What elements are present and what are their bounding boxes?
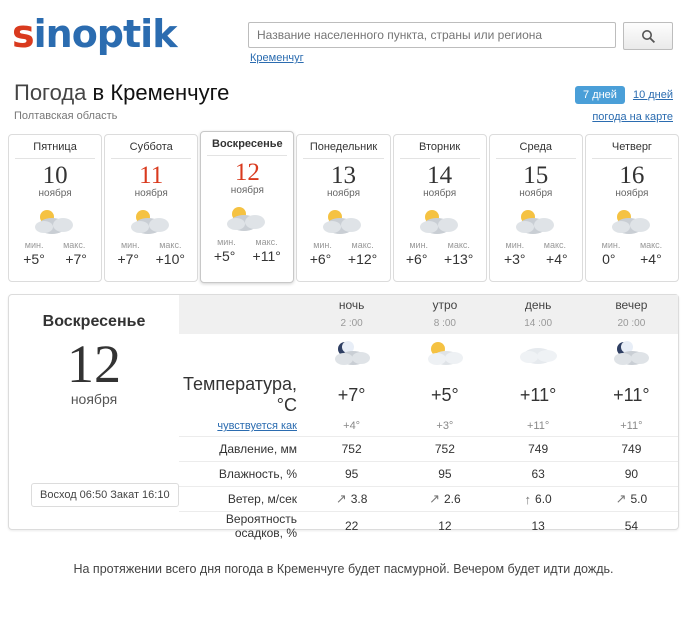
day-3-max: +12° (347, 251, 378, 267)
humidity-label: Влажность, % (179, 462, 305, 487)
period-0-feels: +4° (343, 420, 361, 432)
day-2-minmax-values (201, 248, 293, 264)
day-5-max: +4° (546, 251, 568, 267)
day-3-number: 13 (330, 162, 356, 189)
day-4-min: +6° (405, 251, 428, 267)
wind-direction-icon: ↗ (335, 491, 347, 506)
period-0-wind-cell (305, 487, 398, 512)
day-3-minmax-values (297, 251, 389, 267)
logo-text-rest: inoptik (33, 12, 177, 56)
period-3-time: 20 :00 (585, 315, 678, 334)
search-button[interactable] (623, 22, 673, 50)
period-0-name: ночь (305, 295, 398, 315)
day-5-month: ноября (519, 188, 553, 199)
period-3-wind (616, 491, 648, 507)
forecast-range-tabs (575, 86, 673, 123)
period-1-pressure: 752 (398, 437, 491, 462)
page-title-city: в Кременчуге (92, 80, 230, 105)
wind-direction-icon: ↗ (615, 491, 627, 506)
detail-table-block (179, 295, 678, 540)
day-1-minmax-labels (105, 240, 197, 250)
day-card-3[interactable] (296, 134, 390, 282)
period-3-icon-cell (585, 334, 678, 374)
tab-7-days[interactable]: 7 дней (575, 86, 625, 104)
period-icon-spacer (179, 334, 305, 374)
period-3-pressure: 749 (585, 437, 678, 462)
wind-row (179, 487, 678, 512)
logo-letter-s: s (12, 12, 34, 56)
period-header-row (179, 295, 678, 315)
day-2-weather-icon (201, 201, 293, 235)
site-header (0, 0, 687, 72)
humidity-row (179, 462, 678, 487)
period-0-precip: 22 (305, 512, 398, 541)
day-4-dow: Вторник (400, 141, 480, 159)
period-0-wind (336, 491, 368, 507)
period-time-spacer (179, 315, 305, 334)
day-3-min: +6° (309, 251, 332, 267)
day-6-month: ноября (615, 188, 649, 199)
day-5-dow: Среда (496, 141, 576, 159)
detail-month: ноября (70, 391, 118, 407)
day-2-number: 12 (234, 159, 260, 186)
day-6-max: +4° (640, 251, 662, 267)
wind-direction-icon: ↗ (429, 491, 440, 506)
detail-date-block (9, 295, 179, 529)
day-3-minmax-labels (297, 240, 389, 250)
period-0-time: 2 :00 (305, 315, 398, 334)
period-2-feels: +11° (527, 420, 550, 432)
day-2-minmax-labels (201, 237, 293, 247)
day-4-weather-icon (394, 204, 486, 238)
pressure-row (179, 437, 678, 462)
region-label: Полтавская область (14, 110, 118, 122)
day-3-weather-icon (297, 204, 389, 238)
day-4-min-label: мин. (409, 240, 429, 250)
day-1-number: 11 (139, 162, 164, 189)
search-area (248, 22, 673, 50)
day-card-0[interactable] (8, 134, 102, 282)
day-5-min-label: мин. (505, 240, 525, 250)
period-3-wind-cell (585, 487, 678, 512)
period-2-wind (525, 492, 552, 507)
night-cloud-icon (329, 338, 375, 368)
period-1-wind (429, 491, 461, 507)
summary-area (0, 530, 687, 596)
period-1-feels: +3° (436, 420, 454, 432)
period-1-precip: 12 (398, 512, 491, 541)
current-city-link[interactable]: Кременчуг (250, 52, 304, 64)
pressure-label: Давление, мм (179, 437, 305, 462)
day-6-min: 0° (602, 251, 616, 267)
day-1-month: ноября (134, 188, 168, 199)
period-3-name: вечер (585, 295, 678, 315)
day-card-5[interactable] (489, 134, 583, 282)
period-1-time: 8 :00 (398, 315, 491, 334)
day-2-month: ноября (230, 185, 264, 196)
day-1-max: +10° (155, 251, 185, 267)
day-6-min-label: мин. (601, 240, 621, 250)
detail-day-number: 12 (67, 334, 121, 394)
day-0-weather-icon (9, 204, 101, 238)
day-card-2[interactable] (200, 131, 294, 283)
period-2-pressure: 749 (492, 437, 585, 462)
period-3-feels: +11° (620, 420, 643, 432)
period-2-wind-cell (492, 487, 585, 512)
temperature-label: Температура, °C (182, 374, 297, 415)
period-2-humidity: 63 (492, 462, 585, 487)
sunrise-sunset-box: Восход 06:50 Закат 16:10 (31, 483, 179, 507)
day-0-max: +7° (65, 251, 87, 267)
weather-map-link[interactable]: погода на карте (592, 111, 673, 123)
day-6-weather-icon (586, 204, 678, 238)
sun-cloud-icon (422, 338, 468, 368)
day-4-minmax-values (394, 251, 486, 267)
wind-label: Ветер, м/сек (179, 487, 305, 512)
feels-like-row (179, 416, 678, 437)
period-2-name: день (492, 295, 585, 315)
day-2-max-label: макс. (255, 237, 278, 247)
tab-10-days[interactable]: 10 дней (632, 89, 673, 101)
period-2-time: 14 :00 (492, 315, 585, 334)
day-2-dow: Воскресенье (207, 138, 287, 156)
period-time-row (179, 315, 678, 334)
period-2-temp: +11° (519, 384, 557, 405)
period-1-wind-cell (398, 487, 491, 512)
period-3-temp: +11° (613, 384, 650, 405)
period-2-wind-value: 6.0 (535, 492, 552, 506)
day-1-minmax-values (105, 251, 197, 267)
day-0-minmax-labels (9, 240, 101, 250)
night-cloud-icon (608, 338, 654, 368)
day-0-number: 10 (42, 162, 68, 189)
day-0-minmax-values (9, 251, 101, 267)
period-3-precip: 54 (585, 512, 678, 541)
day-card-1[interactable] (104, 134, 198, 282)
weather-summary-text: На протяжении всего дня погода в Кременчуге будет пасмурной. Вечером будет идти дождь. (73, 562, 614, 576)
title-block (0, 72, 687, 130)
day-2-min-label: мин. (217, 237, 236, 247)
day-4-max: +13° (444, 251, 474, 267)
day-4-number: 14 (427, 162, 453, 189)
day-1-min: +7° (117, 251, 139, 267)
day-5-min: +3° (503, 251, 526, 267)
cloud-icon (515, 338, 561, 368)
day-5-minmax-labels (490, 240, 582, 250)
day-card-4[interactable] (393, 134, 487, 282)
day-2-max: +11° (252, 248, 281, 264)
sinoptik-logo[interactable] (12, 12, 176, 56)
wind-direction-icon: ↑ (524, 491, 532, 507)
search-icon (641, 29, 656, 44)
period-2-precip: 13 (492, 512, 585, 541)
day-5-number: 15 (523, 162, 549, 189)
period-1-icon-cell (398, 334, 491, 374)
day-3-min-label: мин. (313, 240, 332, 250)
feels-like-label[interactable]: чувствуется как (217, 420, 297, 432)
day-0-min: +5° (23, 251, 45, 267)
day-0-dow: Пятница (15, 141, 95, 159)
page-title-prefix: Погода (14, 80, 87, 105)
day-5-minmax-values (490, 251, 582, 267)
period-1-name: утро (398, 295, 491, 315)
day-6-dow: Четверг (592, 141, 672, 159)
day-4-max-label: макс. (447, 240, 470, 250)
day-3-max-label: макс. (351, 240, 374, 250)
day-5-max-label: макс. (543, 240, 567, 250)
day-0-min-label: мин. (24, 240, 44, 250)
temperature-row (179, 374, 678, 416)
detail-dow: Воскресенье (42, 313, 146, 330)
period-2-icon-cell (492, 334, 585, 374)
day-card-6[interactable] (585, 134, 679, 282)
day-4-month: ноября (423, 188, 457, 199)
day-6-max-label: макс. (639, 240, 663, 250)
day-2-min: +5° (213, 248, 236, 264)
period-0-humidity: 95 (305, 462, 398, 487)
day-1-dow: Суббота (111, 141, 191, 159)
period-0-temp: +7° (337, 384, 366, 405)
day-1-max-label: макс. (159, 240, 182, 250)
day-6-minmax-values (586, 251, 678, 267)
day-4-minmax-labels (394, 240, 486, 250)
period-0-wind-value: 3.8 (350, 492, 368, 506)
search-input[interactable] (248, 22, 616, 48)
period-3-humidity: 90 (585, 462, 678, 487)
period-0-icon-cell (305, 334, 398, 374)
days-strip (8, 134, 679, 286)
period-0-pressure: 752 (305, 437, 398, 462)
day-0-month: ноября (38, 188, 72, 199)
period-1-humidity: 95 (398, 462, 491, 487)
day-5-weather-icon (490, 204, 582, 238)
precipitation-label: Вероятность осадков, % (179, 512, 305, 541)
day-1-weather-icon (105, 204, 197, 238)
period-3-wind-value: 5.0 (630, 492, 648, 506)
day-0-max-label: макс. (63, 240, 86, 250)
period-1-wind-value: 2.6 (443, 492, 461, 506)
period-header-spacer (179, 295, 305, 315)
period-icon-row (179, 334, 678, 374)
day-3-dow: Понедельник (303, 141, 383, 159)
forecast-table (179, 295, 678, 540)
period-1-temp: +5° (431, 384, 459, 405)
day-6-minmax-labels (586, 240, 678, 250)
day-6-number: 16 (619, 162, 645, 189)
day-detail-panel (8, 294, 679, 540)
day-1-min-label: мин. (120, 240, 140, 250)
day-3-month: ноября (326, 188, 361, 199)
